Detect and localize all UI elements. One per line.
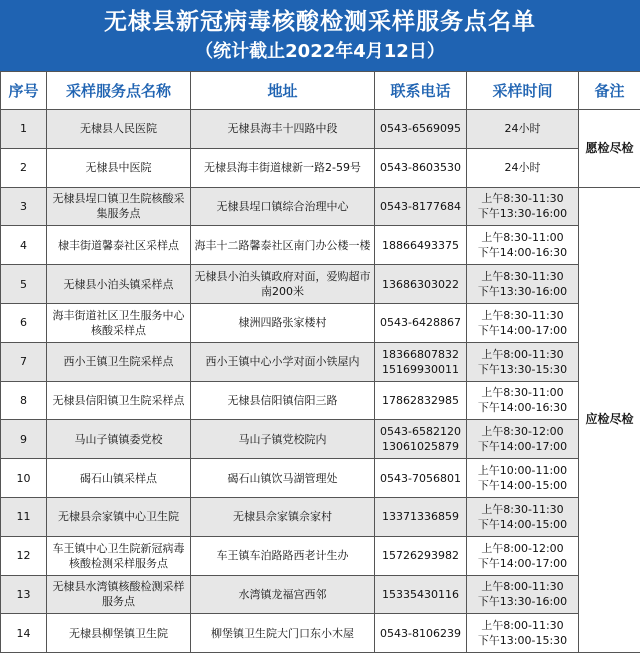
cell-phone: 15726293982: [375, 536, 467, 575]
cell-name: 马山子镇镇委党校: [47, 420, 191, 459]
cell-name: 海丰街道社区卫生服务中心核酸采样点: [47, 303, 191, 342]
column-header-name: 采样服务点名称: [47, 72, 191, 110]
table-row: [1, 265, 640, 304]
cell-phone: 13371336859: [375, 497, 467, 536]
cell-name: 无棣县中医院: [47, 148, 191, 187]
cell-phone: 18366807832 15169930011: [375, 342, 467, 381]
cell-no: 7: [1, 342, 47, 381]
cell-time: 上午8:30-11:30 下午14:00-17:00: [467, 303, 579, 342]
cell-no: 10: [1, 459, 47, 498]
cell-phone: 18866493375: [375, 226, 467, 265]
cell-name: 无棣县小泊头镇采样点: [47, 265, 191, 304]
table-row: [1, 575, 640, 614]
cell-phone: 0543-8177684: [375, 187, 467, 226]
cell-name: 棣丰街道馨泰社区采样点: [47, 226, 191, 265]
cell-address: 车王镇车泊路路西老计生办: [191, 536, 375, 575]
cell-no: 13: [1, 575, 47, 614]
table-header-row: [1, 72, 640, 110]
table-row: [1, 459, 640, 498]
cell-time: 上午8:30-11:00 下午14:00-16:30: [467, 381, 579, 420]
cell-name: 西小王镇卫生院采样点: [47, 342, 191, 381]
cell-name: 无棣县信阳镇卫生院采样点: [47, 381, 191, 420]
table-row: [1, 148, 640, 187]
cell-time: 上午8:00-12:00 下午14:00-17:00: [467, 536, 579, 575]
sampling-points-table: [0, 71, 640, 653]
cell-no: 8: [1, 381, 47, 420]
table-row: [1, 226, 640, 265]
table-row: [1, 303, 640, 342]
cell-no: 14: [1, 614, 47, 653]
cell-address: 碣石山镇饮马湖管理处: [191, 459, 375, 498]
cell-phone: 0543-6428867: [375, 303, 467, 342]
table-row: [1, 187, 640, 226]
cell-name: 无棣县柳堡镇卫生院: [47, 614, 191, 653]
cell-phone: 13686303022: [375, 265, 467, 304]
cell-name: 车王镇中心卫生院新冠病毒核酸检测采样服务点: [47, 536, 191, 575]
cell-phone: 0543-8106239: [375, 614, 467, 653]
cell-address: 无棣县佘家镇佘家村: [191, 497, 375, 536]
table-row: [1, 536, 640, 575]
cell-address: 西小王镇中心小学对面小铁屋内: [191, 342, 375, 381]
cell-phone: 0543-6569095: [375, 110, 467, 149]
cell-name: 无棣县人民医院: [47, 110, 191, 149]
column-header-time: 采样时间: [467, 72, 579, 110]
cell-phone: 0543-7056801: [375, 459, 467, 498]
cell-no: 6: [1, 303, 47, 342]
table-row: [1, 420, 640, 459]
cell-address: 海丰十二路馨泰社区南门办公楼一楼: [191, 226, 375, 265]
cell-no: 4: [1, 226, 47, 265]
column-header-address: 地址: [191, 72, 375, 110]
cell-phone: 0543-8603530: [375, 148, 467, 187]
cell-time: 上午8:00-11:30 下午13:30-15:30: [467, 342, 579, 381]
table-row: [1, 342, 640, 381]
cell-time: 上午8:00-11:30 下午13:30-16:00: [467, 575, 579, 614]
remark-voluntary: 愿检尽检: [579, 110, 640, 188]
remark-mandatory: 应检尽检: [579, 187, 640, 653]
cell-time: 上午10:00-11:00 下午14:00-15:00: [467, 459, 579, 498]
cell-phone: 15335430116: [375, 575, 467, 614]
page-subtitle: （统计截止2022年4月12日）: [195, 41, 445, 62]
cell-name: 无棣县埕口镇卫生院核酸采集服务点: [47, 187, 191, 226]
cell-address: 棣洲四路张家楼村: [191, 303, 375, 342]
column-header-phone: 联系电话: [375, 72, 467, 110]
page-title: 无棣县新冠病毒核酸检测采样服务点名单: [104, 9, 536, 35]
column-header-remark: 备注: [579, 72, 640, 110]
cell-name: 无棣县佘家镇中心卫生院: [47, 497, 191, 536]
cell-no: 2: [1, 148, 47, 187]
cell-phone: 0543-6582120 13061025879: [375, 420, 467, 459]
cell-no: 11: [1, 497, 47, 536]
table-row: [1, 381, 640, 420]
cell-address: 无棣县海丰十四路中段: [191, 110, 375, 149]
cell-no: 5: [1, 265, 47, 304]
cell-time: 上午8:30-11:30 下午14:00-15:00: [467, 497, 579, 536]
cell-time: 上午8:30-11:00 下午14:00-16:30: [467, 226, 579, 265]
cell-phone: 17862832985: [375, 381, 467, 420]
cell-time: 24小时: [467, 148, 579, 187]
cell-no: 1: [1, 110, 47, 149]
cell-address: 柳堡镇卫生院大门口东小木屋: [191, 614, 375, 653]
table-body: [1, 110, 640, 653]
cell-name: 无棣县水湾镇核酸检测采样服务点: [47, 575, 191, 614]
table-row: [1, 614, 640, 653]
cell-address: 无棣县小泊头镇政府对面，爱购超市南200米: [191, 265, 375, 304]
cell-time: 上午8:30-11:30 下午13:30-16:00: [467, 187, 579, 226]
cell-time: 上午8:30-11:30 下午13:30-16:00: [467, 265, 579, 304]
cell-time: 上午8:30-12:00 下午14:00-17:00: [467, 420, 579, 459]
cell-time: 上午8:00-11:30 下午13:00-15:30: [467, 614, 579, 653]
cell-address: 无棣县埕口镇综合治理中心: [191, 187, 375, 226]
cell-name: 碣石山镇采样点: [47, 459, 191, 498]
cell-address: 水湾镇龙福宫西邻: [191, 575, 375, 614]
cell-no: 12: [1, 536, 47, 575]
cell-address: 马山子镇党校院内: [191, 420, 375, 459]
table-row: [1, 497, 640, 536]
table-row: [1, 110, 640, 149]
cell-time: 24小时: [467, 110, 579, 149]
column-header-no: 序号: [1, 72, 47, 110]
cell-address: 无棣县信阳镇信阳三路: [191, 381, 375, 420]
page-header: [0, 0, 640, 71]
cell-no: 9: [1, 420, 47, 459]
cell-no: 3: [1, 187, 47, 226]
cell-address: 无棣县海丰街道棣新一路2-59号: [191, 148, 375, 187]
